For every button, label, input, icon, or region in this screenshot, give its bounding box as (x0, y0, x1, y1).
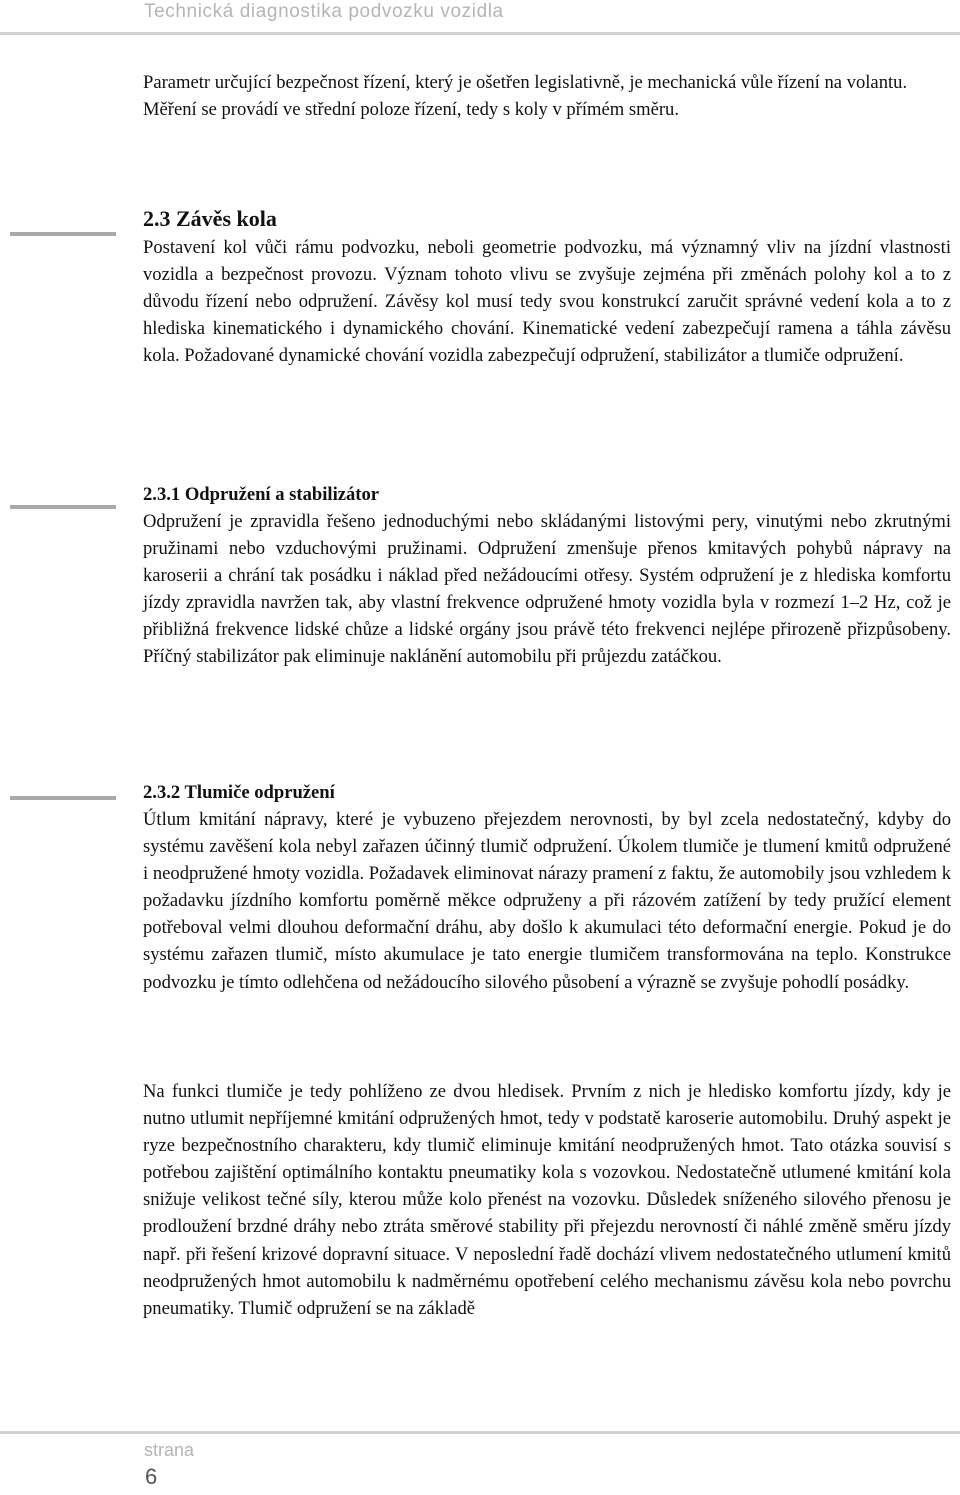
running-header-title: Technická diagnostika podvozku vozidla (144, 1, 504, 22)
footer-page-label: strana (144, 1440, 195, 1460)
section-marker-bar (10, 505, 116, 509)
section-marker-bar (10, 796, 116, 800)
intro-paragraph: Parametr určující bezpečnost řízení, který je ošetřen legislativně, je mechanická vůle řízení na volantu. Měření se provádí ve střední poloze řízení, tedy s koly v přímém směru. (143, 72, 908, 121)
footer-page-number: 6 (145, 1464, 158, 1489)
subsection-paragraph-tlumice-2: Na funkci tlumiče je tedy pohlíženo ze dvou hledisek. Prvním z nich je hledisko komfortu jízdy, kdy je nutno utlumit nepříjemné kmitání odpružených hmot, tedy v podstatě karoserie automobilu. Druhý aspekt je ryze bezpečnostního charakteru, kdy tlumič eliminuje kmitání neodpružených hmot. Tato otázka souvisí s potřebou zajištění optimálního kontaktu pneumatiky kola s vozovkou. Nedostatečně utlumené kmitání kola snižuje velikost tečné síly, kterou může kolo přenést na vozovku. Důsledek sníženého silového přenosu je prodloužení brzdné dráhy nebo ztráta směrové stability při přejezdu nerovností či náhlé změně směru jízdy např. při řešení krizové dopravní situace. V neposlední řadě dochází vlivem nedostatečného utlumení kmitů neodpružených hmot automobilu k nadměrnému opotřebení celého mechanismu závěsu kola nebo povrchu pneumatiky. Tlumič odpružení se na základě (143, 1081, 951, 1319)
footer-divider (0, 1431, 960, 1434)
section-heading-zaves-kola: 2.3 Závěs kola (143, 206, 277, 231)
subsection-paragraph-tlumice-1: Útlum kmitání nápravy, které je vybuzeno přejezdem nerovnosti, by byl zcela nedostatečný, kdyby do systému zavěšení kola nebyl zařazen účinný tlumič odpružení. Úkolem tlumiče je tlumení kmitů odpružené i neodpružené hmoty vozidla. Požadavek eliminovat nárazy pramení z faktu, že automobily jsou vzhledem k požadavku jízdního komfortu poměrně měkce odpruženy a při rázovém zatížení by tedy pružící element potřeboval velmi dlouhou deformační dráhu, aby došlo k akumulaci této deformační energie. Pokud je do systému zařazen tlumič, místo akumulace je tato energie tlumičem transformována na teplo. Konstrukce podvozku je tímto odlehčena od nežádoucího silového působení a výrazně se zvyšuje pohodlí posádky. (143, 809, 951, 993)
section-marker-bar (10, 232, 116, 236)
subsection-heading-tlumice: 2.3.2 Tlumiče odpružení (143, 782, 335, 803)
subsection-heading-odpruzeni: 2.3.1 Odpružení a stabilizátor (143, 484, 380, 505)
section-paragraph-zaves-kola: Postavení kol vůči rámu podvozku, neboli geometrie podvozku, má významný vliv na jízdní vlastnosti vozidla a bezpečnost provozu. Význam tohoto vlivu se zvyšuje zejména při změnách polohy kol a to z důvodu řízení nebo odpružení. Závěsy kol musí tedy svou konstrukcí zaručit správné vedení kola a to z hlediska kinematického i dynamického chování. Kinematické vedení zabezpečují ramena a táhla závěsu kola. Požadované dynamické chování vozidla zabezpečují odpružení, stabilizátor a tlumiče odpružení. (143, 237, 951, 367)
subsection-paragraph-odpruzeni: Odpružení je zpravidla řešeno jednoduchými nebo skládanými listovými pery, vinutými nebo zkrutnými pružinami nebo vzduchovými pružinami. Odpružení zmenšuje přenos kmitavých pohybů nápravy na karoserii a chrání tak posádku i náklad před nežádoucími otřesy. Systém odpružení je z hlediska komfortu jízdy zpravidla navržen tak, aby vlastní frekvence odpružené hmoty vozidla byla v rozmezí 1–2 Hz, což je přibližná frekvence lidské chůze a lidské orgány jsou právě této frekvenci nejlépe přirozeně přizpůsobeny. Příčný stabilizátor pak eliminuje naklánění automobilu při průjezdu zatáčkou. (143, 511, 951, 668)
header-divider (0, 32, 960, 35)
